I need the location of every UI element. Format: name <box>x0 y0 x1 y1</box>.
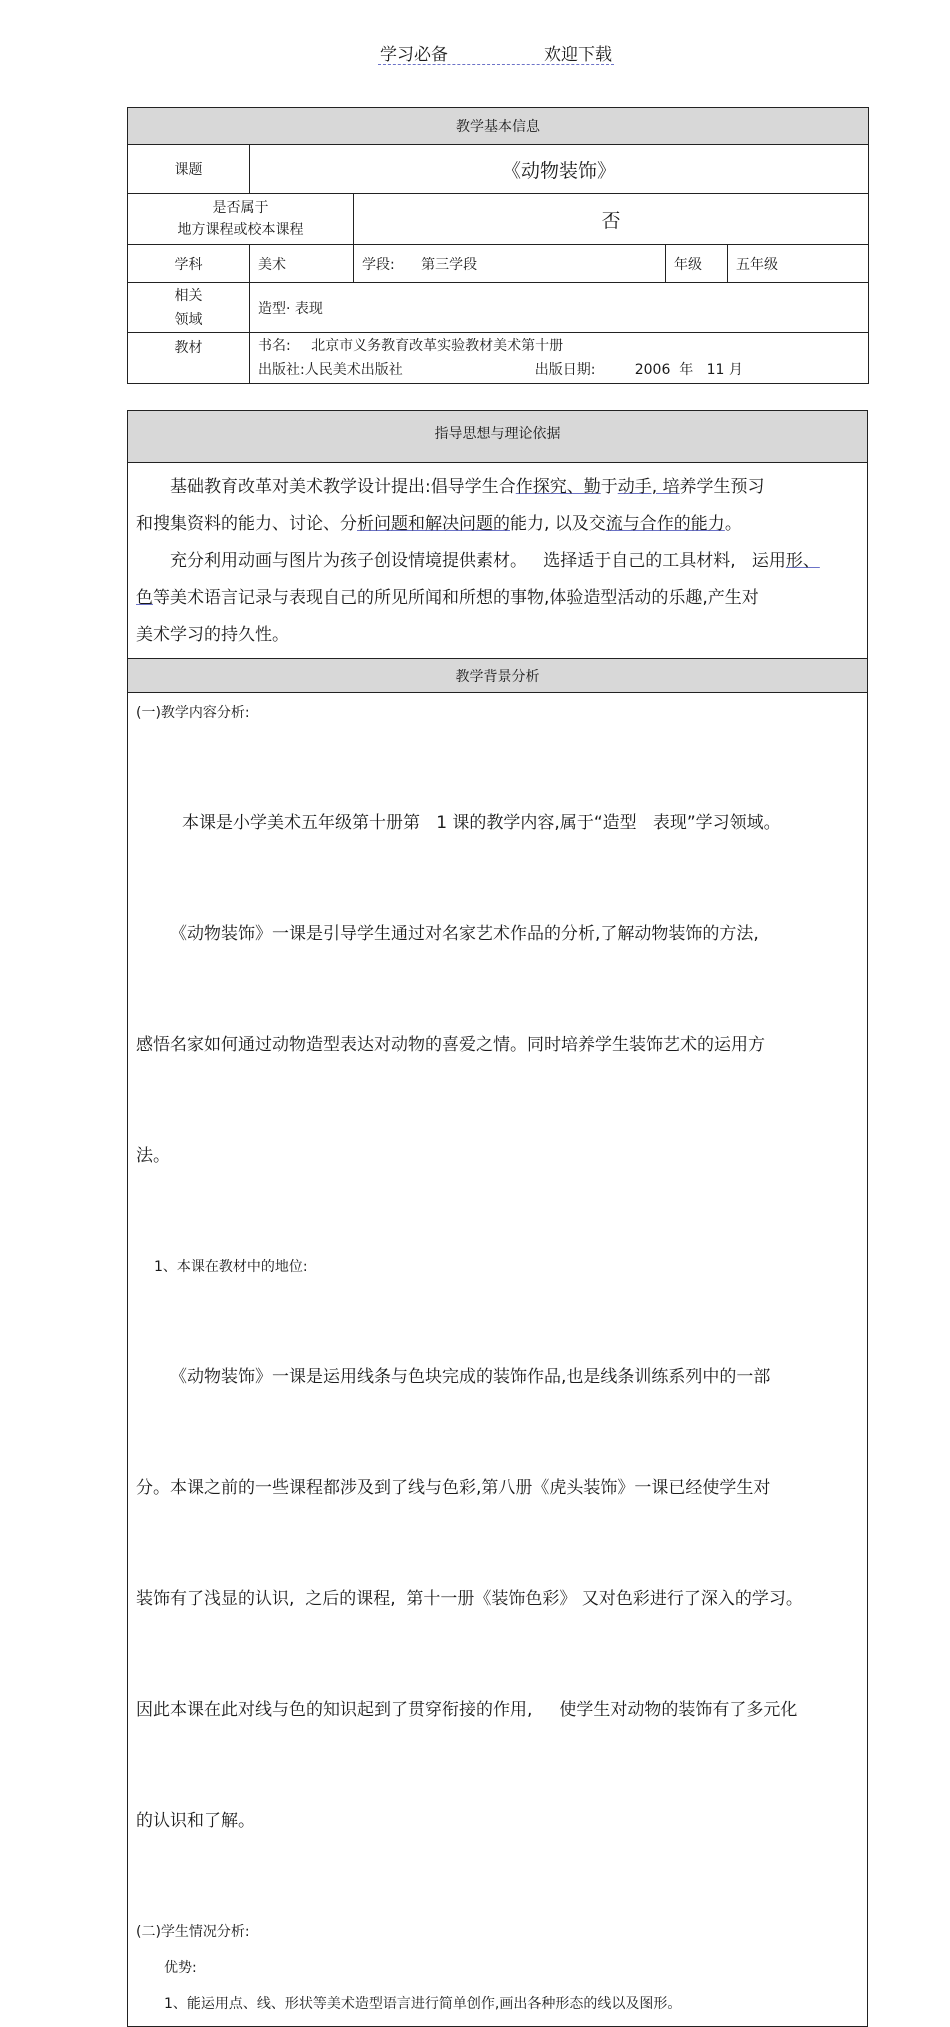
stage-value: 第三学段 <box>421 256 478 273</box>
local-course-label <box>128 194 354 245</box>
guidance-paragraph-2 <box>136 543 859 654</box>
pubdate-value: 2006 年 11 月 <box>634 362 743 378</box>
section-content-analysis: (一)教学内容分析: <box>136 705 250 721</box>
text-line: 的认识和了解。 <box>136 1811 255 1831</box>
publisher-line <box>258 358 868 382</box>
book-label: 书名: <box>258 338 291 354</box>
header-left: 学习必备 <box>380 45 448 65</box>
grade-value: 五年级 <box>728 245 869 283</box>
local-course-value: 否 <box>354 194 869 245</box>
text-run: 美术学习的持久性。 <box>136 625 289 645</box>
text-line: 装饰有了浅显的认识, 之后的课程, 第十一册《装饰色彩》 又对色彩进行了深入的学习。 <box>136 1589 803 1609</box>
section-position: 1、本课在教材中的地位: <box>154 1259 308 1275</box>
text-line: 《动物装饰》一课是引导学生通过对名家艺术作品的分析,了解动物装饰的方法, <box>170 924 759 944</box>
underlined-text: 流与合作的能力 <box>605 514 725 534</box>
underlined-text: 析问题和解决问题的 <box>357 514 510 534</box>
underlined-text: 作探究、勤 <box>515 477 601 497</box>
field-label-line1: 相关 <box>174 287 203 304</box>
text-line: 法。 <box>136 1146 170 1166</box>
advantages-label: 优势: <box>164 1960 197 1976</box>
field-label <box>128 283 250 333</box>
grade-label: 年级 <box>666 245 728 283</box>
underlined-text: 动手, 培 <box>617 477 680 497</box>
background-body <box>128 693 868 2027</box>
text-run: 于 <box>600 477 618 497</box>
basic-info-table <box>127 107 869 384</box>
material-label: 教材 <box>128 333 250 384</box>
local-label-line2: 地方课程或校本课程 <box>177 222 304 238</box>
local-label-line1: 是否属于 <box>212 200 269 216</box>
material-value <box>250 333 869 384</box>
book-value: 北京市义务教育改革实验教材美术第十册 <box>311 338 564 354</box>
advantage-item-1: 1、能运用点、线、形状等美术造型语言进行简单创作,画出各种形态的线以及图形。 <box>164 1996 682 2012</box>
analysis-table <box>127 410 868 2027</box>
stage-cell <box>354 245 666 283</box>
position-text <box>128 1285 867 1914</box>
book-line <box>258 334 868 358</box>
text-run: 能力, 以及交 <box>510 514 606 534</box>
text-run: 养学生预习 <box>679 477 765 497</box>
page-header <box>378 40 614 65</box>
text-line: 《动物装饰》一课是运用线条与色块完成的装饰作品,也是线条训练系列中的一部 <box>170 1367 771 1387</box>
field-label-line2: 领域 <box>174 311 203 328</box>
header-right: 欢迎下载 <box>544 45 612 65</box>
field-value: 造型· 表现 <box>250 283 869 333</box>
basic-info-title: 教学基本信息 <box>128 108 869 145</box>
background-title: 教学背景分析 <box>128 659 868 693</box>
text-run: 基础教育改革对美术教学设计提出:倡导学生合 <box>170 477 516 497</box>
guidance-title: 指导思想与理论依据 <box>128 411 868 463</box>
text-run: 充分利用动画与图片为孩子创设情境提供素材。 选择适于自己的工具材料, 运用 <box>170 551 786 571</box>
guidance-paragraph-1 <box>136 469 859 543</box>
text-line: 本课是小学美术五年级第十册第 1 课的教学内容,属于“造型 表现”学习领域。 <box>182 813 781 833</box>
guidance-body <box>128 463 868 659</box>
content-analysis-text <box>128 731 867 1249</box>
publisher-label: 出版社: <box>258 362 305 378</box>
underlined-text: 形、 <box>785 551 820 571</box>
subject-value: 美术 <box>250 245 354 283</box>
section-student-analysis: (二)学生情况分析: <box>136 1924 250 1940</box>
stage-label: 学段: <box>362 256 395 273</box>
text-run: 和搜集资料的能力、讨论、分 <box>136 514 357 534</box>
topic-value: 《动物装饰》 <box>250 145 869 194</box>
text-run: 等美术语言记录与表现自己的所见所闻和所想的事物,体验造型活动的乐趣,产生对 <box>153 588 759 608</box>
subject-label: 学科 <box>128 245 250 283</box>
text-run: 。 <box>724 514 742 534</box>
text-line: 因此本课在此对线与色的知识起到了贯穿衔接的作用, 使学生对动物的装饰有了多元化 <box>136 1700 798 1720</box>
publisher-value: 人民美术出版社 <box>304 362 403 378</box>
text-line: 分。本课之前的一些课程都涉及到了线与色彩,第八册《虎头装饰》一课已经使学生对 <box>136 1478 771 1498</box>
topic-label: 课题 <box>128 145 250 194</box>
pubdate-label: 出版日期: <box>534 362 596 378</box>
text-line: 感悟名家如何通过动物造型表达对动物的喜爱之情。同时培养学生装饰艺术的运用方 <box>136 1035 765 1055</box>
underlined-text: 色 <box>136 588 153 608</box>
